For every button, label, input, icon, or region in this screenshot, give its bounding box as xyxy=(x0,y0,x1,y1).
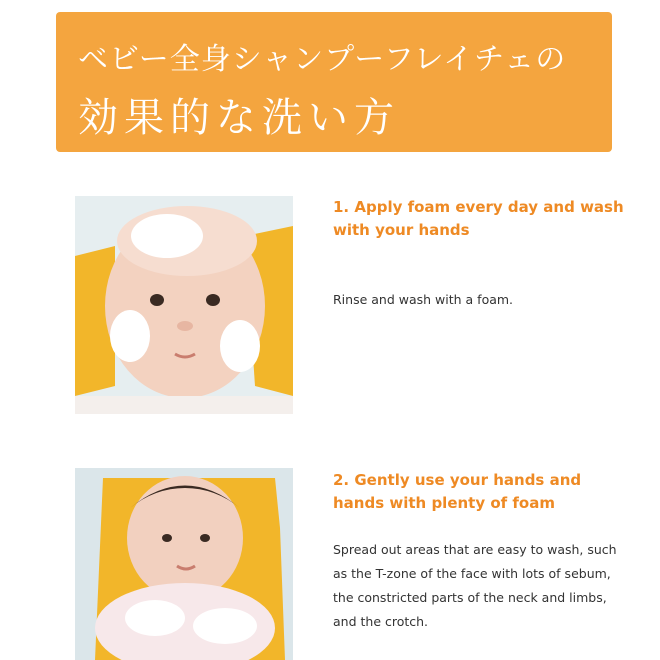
banner-title-line-2: 効果的な洗い方 xyxy=(78,95,400,141)
baby-body-foam-photo xyxy=(75,468,293,660)
step-1-title: 1. Apply foam every day and wash with your hands xyxy=(333,198,624,239)
step-2-description: Spread out areas that are easy to wash, such as the T-zone of the face with lots of sebum, the constricted parts of the neck and limbs, and the crotch. xyxy=(333,542,617,629)
step-1-description: Rinse and wash with a foam. xyxy=(333,292,514,307)
baby-face-foam-photo xyxy=(75,196,293,414)
title-banner xyxy=(56,12,612,152)
banner-title-line-1: ベビー全身シャンプーフレイチェの xyxy=(78,42,567,77)
step-2-title: 2. Gently use your hands and hands with plenty of foam xyxy=(333,471,582,512)
